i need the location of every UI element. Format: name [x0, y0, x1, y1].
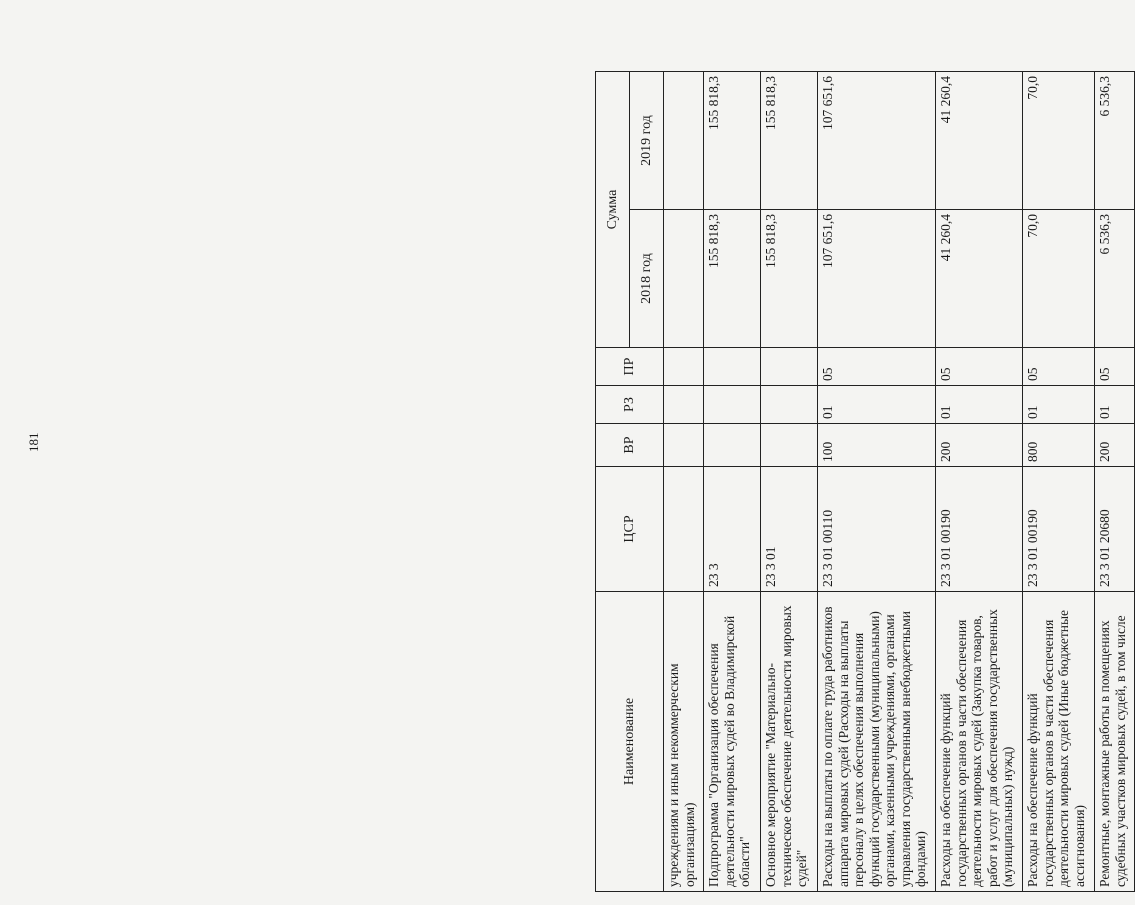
page-number: 181 [26, 432, 41, 452]
cell-2019: 107 651,6 [818, 72, 936, 210]
table-row [1095, 72, 1135, 892]
header-vr: ВР [596, 424, 664, 467]
cell-rz: 01 [1095, 386, 1135, 424]
cell-pr: 05 [818, 348, 936, 386]
cell-name: учреждениям и иным некоммерческим организациям) [664, 592, 704, 892]
cell-2018: 41 260,4 [936, 210, 1023, 348]
cell-csr: 23 3 [704, 467, 761, 592]
table-row [936, 72, 1023, 892]
cell-pr [761, 348, 818, 386]
cell-rz [664, 386, 704, 424]
cell-2019: 155 818,3 [704, 72, 761, 210]
cell-csr: 23 3 01 20680 [1095, 467, 1135, 592]
cell-csr: 23 3 01 00190 [936, 467, 1023, 592]
header-pr: ПР [596, 348, 664, 386]
header-2018: 2018 год [630, 210, 664, 348]
cell-pr [704, 348, 761, 386]
cell-vr: 800 [1023, 424, 1095, 467]
cell-2018: 155 818,3 [704, 210, 761, 348]
cell-rz [704, 386, 761, 424]
cell-pr [664, 348, 704, 386]
budget-table [595, 71, 1135, 892]
cell-2018: 6 536,3 [1095, 210, 1135, 348]
cell-name: Расходы на обеспечение функций государственных органов в части обеспечения деятельности мировых судей (Закупка товаров, работ и услуг для обеспечения государственных (муниципальных) нужд) [936, 592, 1023, 892]
cell-vr: 200 [1095, 424, 1135, 467]
cell-2019: 70,0 [1023, 72, 1095, 210]
cell-2018: 107 651,6 [818, 210, 936, 348]
cell-csr: 23 3 01 [761, 467, 818, 592]
cell-vr [704, 424, 761, 467]
cell-vr [664, 424, 704, 467]
rotated-table-region [595, 72, 1128, 892]
cell-2019 [664, 72, 704, 210]
cell-name: Расходы на обеспечение функций государственных органов в части обеспечения деятельности мировых судей (Иные бюджетные ассигнования) [1023, 592, 1095, 892]
table-row [1023, 72, 1095, 892]
cell-pr: 05 [1023, 348, 1095, 386]
cell-rz: 01 [1023, 386, 1095, 424]
cell-2018: 155 818,3 [761, 210, 818, 348]
cell-pr: 05 [936, 348, 1023, 386]
table-row [664, 72, 704, 892]
header-2019: 2019 год [630, 72, 664, 210]
cell-name: Подпрограмма "Организация обеспечения деятельности мировых судей во Владимирской области" [704, 592, 761, 892]
cell-csr: 23 3 01 00110 [818, 467, 936, 592]
cell-pr: 05 [1095, 348, 1135, 386]
cell-csr: 23 3 01 00190 [1023, 467, 1095, 592]
cell-name: Основное мероприятие "Материально-техническое обеспечение деятельности мировых судей" [761, 592, 818, 892]
table-row [761, 72, 818, 892]
cell-rz: 01 [818, 386, 936, 424]
cell-csr [664, 467, 704, 592]
cell-2018: 70,0 [1023, 210, 1095, 348]
header-sum: Сумма [596, 72, 630, 348]
cell-2018 [664, 210, 704, 348]
cell-rz: 01 [936, 386, 1023, 424]
cell-2019: 41 260,4 [936, 72, 1023, 210]
header-name: Наименование [596, 592, 664, 892]
cell-name: Расходы на выплаты по оплате труда работников аппарата мировых судей (Расходы на выплаты персоналу в целях обеспечения выполнения функций государственными (муниципальными) органами, казенными учреждениями, органами управления государственными внебюджетными фондами) [818, 592, 936, 892]
cell-vr: 200 [936, 424, 1023, 467]
cell-rz [761, 386, 818, 424]
cell-2019: 155 818,3 [761, 72, 818, 210]
header-rz: РЗ [596, 386, 664, 424]
cell-name: Ремонтные, монтажные работы в помещениях судебных участков мировых судей, в том числе [1095, 592, 1135, 892]
table-row [704, 72, 761, 892]
cell-2019: 6 536,3 [1095, 72, 1135, 210]
table-row [818, 72, 936, 892]
cell-vr: 100 [818, 424, 936, 467]
header-csr: ЦСР [596, 467, 664, 592]
cell-vr [761, 424, 818, 467]
